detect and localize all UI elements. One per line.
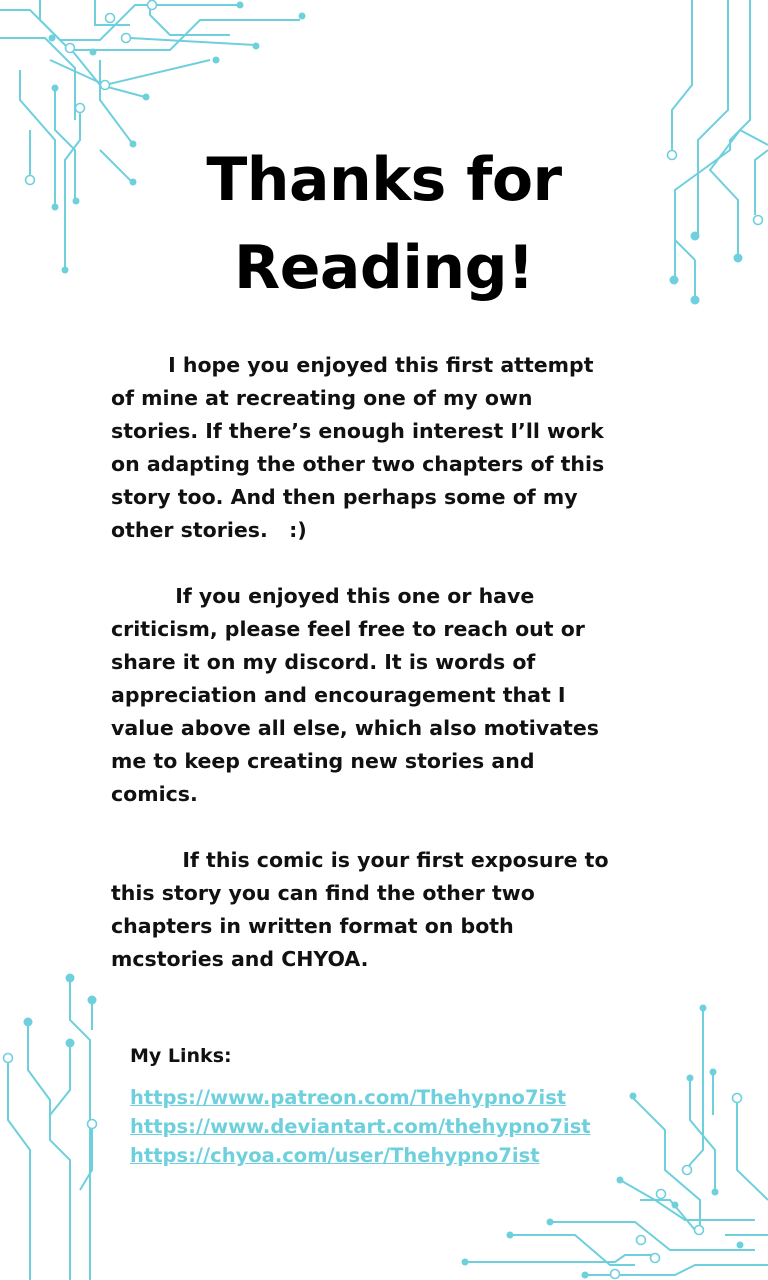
paragraph-line: me to keep creating new stories and	[111, 749, 535, 773]
paragraph-intro	[111, 349, 656, 547]
link-patreon[interactable]: https://www.patreon.com/Thehypno7ist	[130, 1086, 567, 1109]
paragraph-line: If this comic is your first exposure to	[111, 848, 609, 872]
paragraph-other-chapters	[111, 844, 656, 976]
paragraph-line: this story you can find the other two	[111, 881, 535, 905]
page-title	[0, 136, 768, 312]
link-chyoa[interactable]: https://chyoa.com/user/Thehypno7ist	[130, 1144, 540, 1167]
paragraph-line: I hope you enjoyed this first attempt	[111, 353, 594, 377]
title-line: Thanks for	[206, 145, 562, 215]
paragraph-line: on adapting the other two chapters of this	[111, 452, 605, 476]
paragraph-line: value above all else, which also motivates	[111, 716, 599, 740]
paragraph-line: story too. And then perhaps some of my	[111, 485, 578, 509]
link-deviantart[interactable]: https://www.deviantart.com/thehypno7ist	[130, 1115, 591, 1138]
paragraph-line: chapters in written format on both	[111, 914, 514, 938]
paragraph-line: criticism, please feel free to reach out or	[111, 617, 585, 641]
paragraph-line: share it on my discord. It is words of	[111, 650, 536, 674]
paragraph-feedback	[111, 580, 656, 811]
paragraph-line: of mine at recreating one of my own	[111, 386, 533, 410]
links-heading: My Links:	[130, 1045, 232, 1067]
title-line: Reading!	[234, 233, 534, 303]
paragraph-line: appreciation and encouragement that I	[111, 683, 566, 707]
paragraph-line: stories. If there’s enough interest I’ll work	[111, 419, 604, 443]
paragraph-line: If you enjoyed this one or have	[111, 584, 535, 608]
paragraph-line: other stories. :)	[111, 518, 307, 542]
circuit-bottom-left-icon	[0, 970, 110, 1280]
paragraph-line: comics.	[111, 782, 198, 806]
paragraph-line: mcstories and CHYOA.	[111, 947, 369, 971]
